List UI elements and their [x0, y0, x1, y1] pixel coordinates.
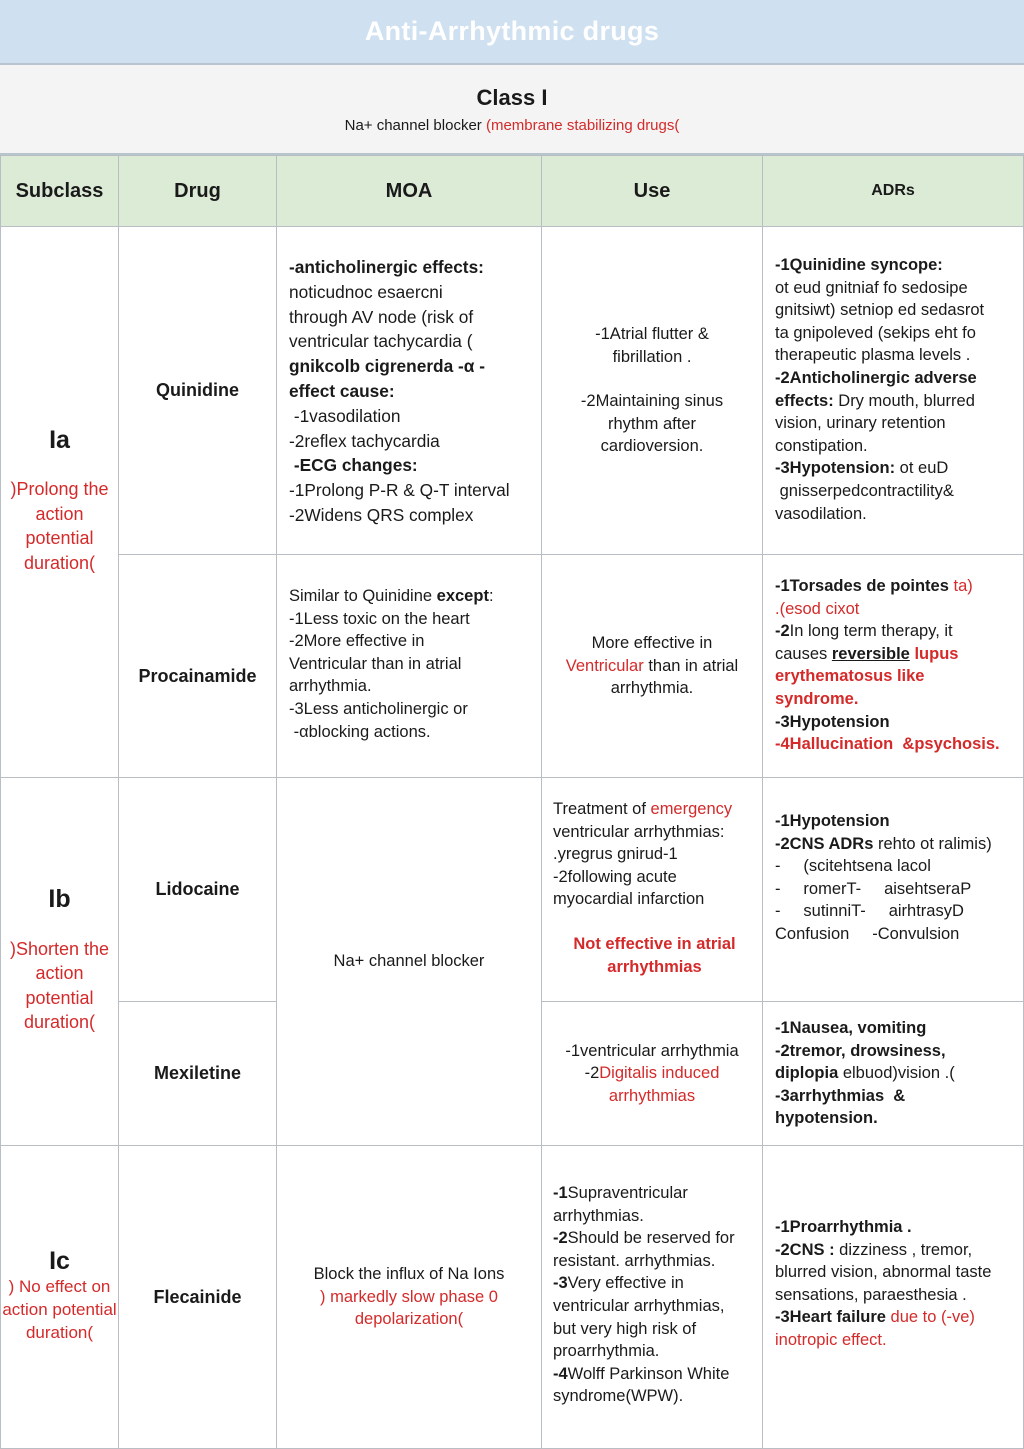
header-use: Use	[541, 155, 763, 227]
quinidine-adr: -1Quinidine syncope: ot eud gnitniaf fo sedosipe gnitsiwt) setniop ed sedasrot ta gnipoleved (sekips eht fo therapeutic plasma levels . -2Anticholinergic adverse effects: Dry mouth, blurred vision, urinary retention constipation. -3Hypotension: ot euD gnisserpedcontractility& vasodilation.	[762, 226, 1024, 555]
lidocaine-adr: -1Hypotension -2CNS ADRs rehto ot ralimis) - (scitehtsena lacol - romerT- aisehtseraP - sutinniT- airhtrasyD Confusion -Convulsion	[762, 777, 1024, 1002]
class-subtitle: Na+ channel blocker (membrane stabilizing drugs(	[344, 117, 680, 134]
mexiletine-use: -1ventricular arrhythmia -2Digitalis induced arrhythmias	[541, 1001, 763, 1146]
quinidine-use: -1Atrial flutter & fibrillation . -2Maintaining sinus rhythm after cardioversion.	[541, 226, 763, 555]
subclass-ia	[0, 226, 119, 778]
flecainide-moa: Block the influx of Na Ions ) markedly slow phase 0 depolarization(	[276, 1145, 542, 1449]
procainamide-use: More effective in Ventricular than in atrial arrhythmia.	[541, 554, 763, 778]
class-header	[0, 65, 1024, 155]
subclass-ib-note: )Shorten the action potential duration(	[9, 938, 110, 1033]
subclass-ia-label: Ia	[49, 425, 70, 454]
lidocaine-use: Treatment of emergency ventricular arrhythmias: .yregrus gnirud-1 -2following acute myocardial infarction Not effective in atrial arrhythmias	[541, 777, 763, 1002]
procainamide-adr: -1Torsades de pointes ta) .(esod cixot -2In long term therapy, it causes reversible lupus erythematosus like syndrome. -3Hypotension -4Hallucination &psychosis.	[762, 554, 1024, 778]
drug-lidocaine: Lidocaine	[118, 777, 277, 1002]
flecainide-adr: -1Proarrhythmia . -2CNS : dizziness , tremor, blurred vision, abnormal taste sensations, paraesthesia . -3Heart failure due to (-ve) inotropic effect.	[762, 1145, 1024, 1449]
quinidine-moa: -anticholinergic effects: noticudnoc esaercni through AV node (risk of ventricular tachycardia ( gnikcolb cigrenerda -α - effect cause: -1vasodilation -2reflex tachycardia -ECG changes: -1Prolong P-R & Q-T interval -2Widens QRS complex	[276, 226, 542, 555]
drug-flecainide: Flecainide	[118, 1145, 277, 1449]
procainamide-moa: Similar to Quinidine except: -1Less toxic on the heart -2More effective in Ventricular than in atrial arrhythmia. -3Less anticholinergic or -αblocking actions.	[276, 554, 542, 778]
header-moa: MOA	[276, 155, 542, 227]
subclass-ic	[0, 1145, 119, 1449]
subclass-ic-note: ) No effect on action potential duration(	[2, 1277, 117, 1342]
mexiletine-adr: -1Nausea, vomiting -2tremor, drowsiness, diplopia elbuod)vision .( -3arrhythmias & hypotension.	[762, 1001, 1024, 1146]
subclass-ic-label: Ic	[49, 1246, 70, 1275]
subclass-ib	[0, 777, 119, 1146]
flecainide-use: -1Supraventricular arrhythmias. -2Should be reserved for resistant. arrhythmias. -3Very effective in ventricular arrhythmias, but very high risk of proarrhythmia. -4Wolff Parkinson White syndrome(WPW).	[541, 1145, 763, 1449]
subclass-ia-note: )Prolong the action potential duration(	[10, 479, 109, 573]
header-subclass: Subclass	[0, 155, 119, 227]
drug-mexiletine: Mexiletine	[118, 1001, 277, 1146]
drug-procainamide: Procainamide	[118, 554, 277, 778]
ib-moa: Na+ channel blocker	[276, 777, 542, 1146]
header-drug: Drug	[118, 155, 277, 227]
drug-quinidine: Quinidine	[118, 226, 277, 555]
header-adrs: ADRs	[762, 155, 1024, 227]
page-title: Anti-Arrhythmic drugs	[0, 0, 1024, 65]
class-title: Class I	[476, 85, 548, 110]
subclass-ib-label: Ib	[48, 885, 71, 914]
